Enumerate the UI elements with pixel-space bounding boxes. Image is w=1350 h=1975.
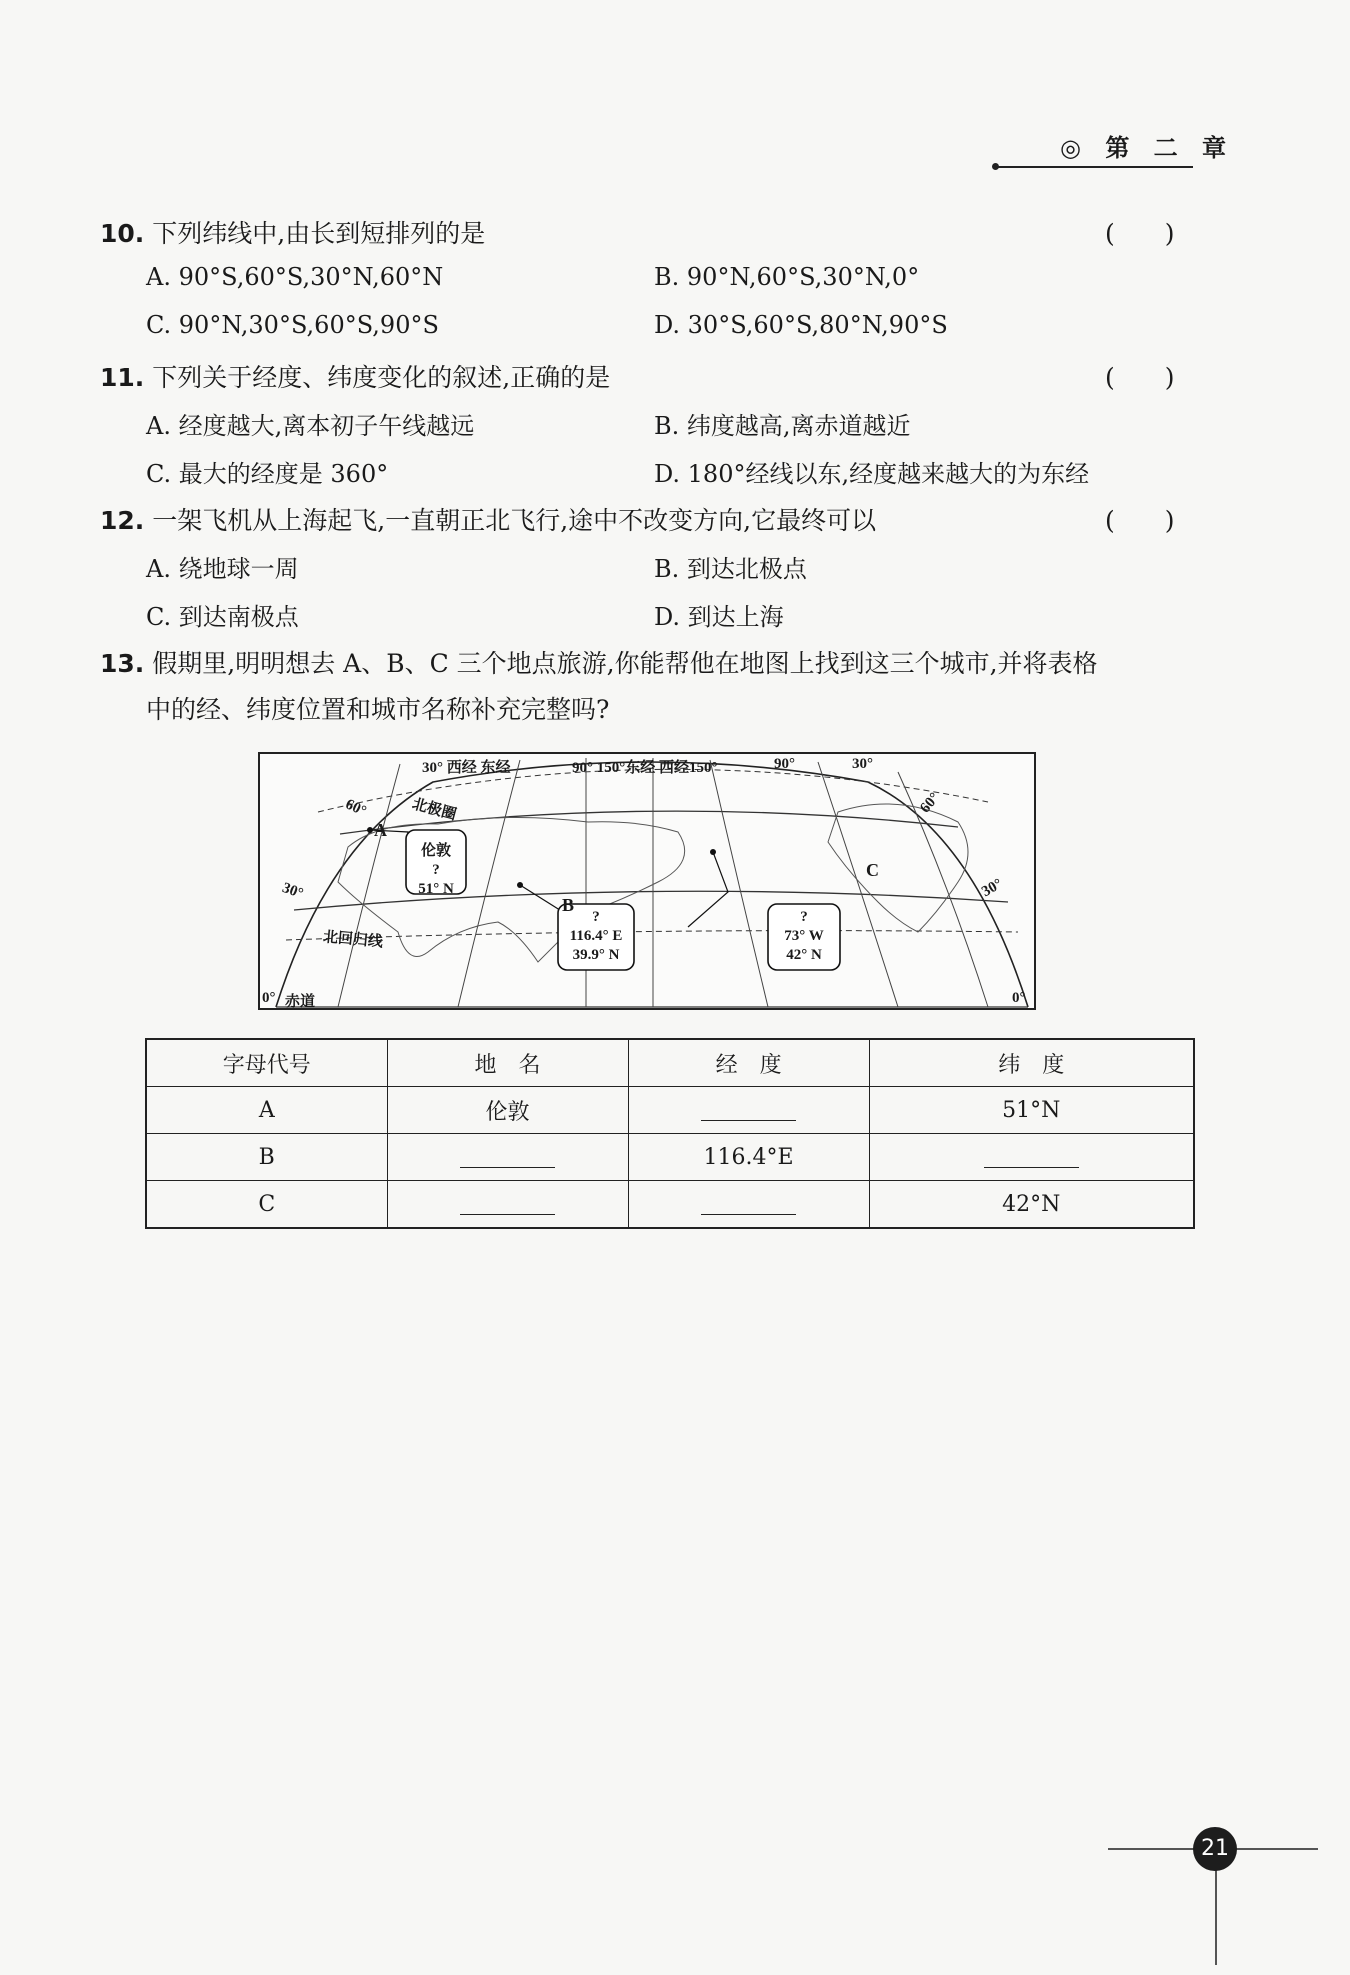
option-a[interactable]: A. 绕地球一周 <box>146 555 299 583</box>
chapter-symbol: ◎ <box>1060 134 1089 162</box>
lon-cell: 116.4°E <box>628 1134 869 1181</box>
page-number: 21 <box>1201 1836 1229 1861</box>
header-rule-dot <box>992 163 999 170</box>
answer-bracket[interactable]: ( ) <box>1105 219 1175 248</box>
question-text: 一架飞机从上海起飞,一直朝正北飞行,途中不改变方向,它最终可以 <box>152 506 877 535</box>
answer-blank[interactable] <box>460 1194 555 1215</box>
question-12 <box>100 501 876 537</box>
answer-blank[interactable] <box>460 1147 555 1168</box>
callout-c-text: ? 73° W 42° N <box>784 909 824 963</box>
page-number-badge <box>1193 1827 1237 1871</box>
question-number: 12. <box>100 506 145 535</box>
question-11 <box>100 358 610 394</box>
tropic-label: 北回归线 <box>322 929 384 951</box>
lat-cell: 42°N <box>869 1181 1194 1229</box>
header-cell: 地 名 <box>387 1039 628 1087</box>
map-top-label: 90° <box>774 756 795 772</box>
table-row <box>146 1181 1194 1229</box>
lat-cell: 51°N <box>869 1087 1194 1134</box>
name-cell: 伦敦 <box>387 1087 628 1134</box>
table-row <box>146 1087 1194 1134</box>
option-c[interactable]: C. 到达南极点 <box>146 603 299 631</box>
header-rule <box>995 166 1193 168</box>
answer-blank[interactable] <box>701 1100 796 1121</box>
map-frame <box>259 753 1035 1009</box>
lat-30-right-label: 30° <box>979 875 1006 901</box>
option-d[interactable]: D. 180°经线以东,经度越来越大的为东经 <box>654 460 1090 488</box>
point-c-label: C <box>866 860 879 880</box>
code-cell: B <box>146 1134 387 1181</box>
question-number: 13. <box>100 649 145 678</box>
question-text: 下列关于经度、纬度变化的叙述,正确的是 <box>152 363 611 392</box>
option-d[interactable]: D. 30°S,60°S,80°N,90°S <box>654 311 948 339</box>
header-cell: 字母代号 <box>146 1039 387 1087</box>
name-cell[interactable] <box>387 1181 628 1229</box>
table-header-row <box>146 1039 1194 1087</box>
option-d[interactable]: D. 到达上海 <box>654 603 784 631</box>
answer-bracket[interactable]: ( ) <box>1105 363 1175 392</box>
lat-cell[interactable] <box>869 1134 1194 1181</box>
arctic-circle-label: 北极圈 <box>410 796 458 824</box>
question-text: 下列纬线中,由长到短排列的是 <box>152 219 486 248</box>
option-b[interactable]: B. 到达北极点 <box>654 555 807 583</box>
answer-blank[interactable] <box>701 1194 796 1215</box>
answer-bracket[interactable]: ( ) <box>1105 506 1175 535</box>
footer-vertical-rule <box>1215 1870 1217 1965</box>
option-a[interactable]: A. 经度越大,离本初子午线越远 <box>146 412 475 440</box>
lat-60-left-label: 60° <box>342 796 369 820</box>
table-row <box>146 1134 1194 1181</box>
equator-label: 赤道 <box>285 994 316 1010</box>
lat-0-left-label: 0° <box>262 990 276 1006</box>
lat-30-left-label: 30° <box>280 879 306 903</box>
name-cell[interactable] <box>387 1134 628 1181</box>
header-cell: 经 度 <box>628 1039 869 1087</box>
chapter-title: 第 二 章 <box>1105 134 1235 162</box>
question-number: 10. <box>100 219 145 248</box>
option-b[interactable]: B. 90°N,60°S,30°N,0° <box>654 263 920 291</box>
city-table <box>145 1038 1195 1229</box>
question-text-line1: 假期里,明明想去 A、B、C 三个地点旅游,你能帮他在地图上找到这三个城市,并将表格 <box>152 649 1098 678</box>
header-cell: 纬 度 <box>869 1039 1194 1087</box>
chapter-header <box>1060 128 1234 163</box>
code-cell: A <box>146 1087 387 1134</box>
callout-b-text: ? 116.4° E 39.9° N <box>569 909 623 963</box>
question-number: 11. <box>100 363 145 392</box>
code-cell: C <box>146 1181 387 1229</box>
world-map-figure <box>258 752 1036 1010</box>
lat-60-right-label: 60° <box>917 789 943 817</box>
option-a[interactable]: A. 90°S,60°S,30°N,60°N <box>146 263 444 291</box>
question-text-line2: 中的经、纬度位置和城市名称补充完整吗? <box>146 695 610 724</box>
point-a-label: A <box>374 820 387 840</box>
answer-blank[interactable] <box>984 1147 1079 1168</box>
lat-0-right-label: 0° <box>1012 990 1026 1006</box>
map-top-label: 30° <box>852 756 873 772</box>
question-13 <box>100 644 1098 680</box>
option-c[interactable]: C. 最大的经度是 360° <box>146 460 389 488</box>
lon-cell[interactable] <box>628 1181 869 1229</box>
option-b[interactable]: B. 纬度越高,离赤道越近 <box>654 412 911 440</box>
option-c[interactable]: C. 90°N,30°S,60°S,90°S <box>146 311 439 339</box>
map-top-label: 30° 西经 东经 <box>422 760 511 776</box>
callout-a-text: 伦敦 ? 51° N <box>418 843 454 897</box>
point-b-label: B <box>562 895 575 915</box>
question-10 <box>100 214 485 250</box>
map-top-label: 90° 150°东经 西经150° <box>572 760 718 776</box>
lon-cell[interactable] <box>628 1087 869 1134</box>
